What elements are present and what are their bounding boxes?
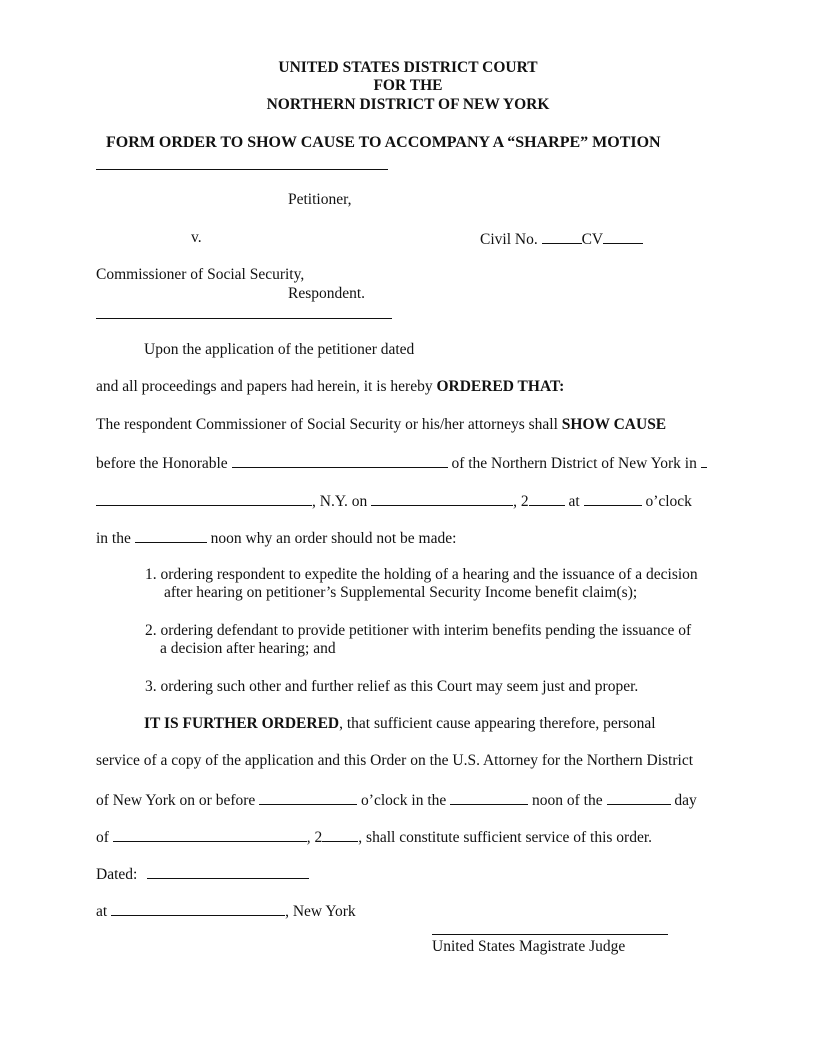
oclock-in-the-label: o’clock in the: [361, 792, 447, 809]
list-item-2-line1: 2. ordering defendant to provide petitioner with interim benefits pending the issuance of: [145, 622, 692, 639]
service-time-blank[interactable]: [259, 790, 357, 805]
sufficient-service-text: , shall constitute sufficient service of this order.: [358, 829, 653, 846]
respondent-label: Respondent.: [288, 285, 366, 302]
respondent-name: Commissioner of Social Security,: [96, 266, 305, 283]
location-start-blank[interactable]: [701, 453, 707, 468]
noon-text: noon why an order should not be made:: [210, 530, 457, 547]
dated-blank[interactable]: [147, 864, 309, 879]
service-year-prefix: , 2: [306, 829, 323, 846]
further-ordered-text: , that sufficient cause appearing therefore, personal: [339, 715, 656, 732]
versus-label: v.: [191, 229, 202, 246]
ordered-that-heading: ORDERED THAT:: [436, 378, 565, 395]
of-label: of: [96, 829, 109, 846]
court-name-line1: UNITED STATES DISTRICT COURT: [278, 59, 538, 76]
service-year-blank[interactable]: [322, 827, 358, 842]
signature-line[interactable]: [432, 934, 668, 935]
list-item-2-line2: a decision after hearing; and: [160, 640, 336, 657]
court-name-line2: FOR THE: [373, 77, 443, 94]
civil-number-field[interactable]: [480, 229, 643, 249]
list-item-1-line2: after hearing on petitioner’s Supplemental Security Income benefit claim(s);: [164, 584, 638, 601]
judge-name-blank[interactable]: [232, 453, 448, 468]
paragraph-noon: [96, 528, 456, 548]
show-cause-heading: SHOW CAUSE: [561, 416, 667, 433]
ny-on-label: , N.Y. on: [312, 493, 368, 510]
at-city-label: at: [96, 903, 108, 920]
on-or-before-label: of New York on or before: [96, 792, 256, 809]
district-text: of the Northern District of New York in: [451, 455, 697, 472]
city-blank[interactable]: [96, 491, 312, 506]
at-city-line: [96, 901, 356, 921]
at-label: at: [568, 493, 580, 510]
hearing-year-blank[interactable]: [529, 491, 565, 506]
year-prefix: , 2: [513, 493, 529, 510]
civil-no-number-blank[interactable]: [603, 229, 643, 244]
oclock-label: o’clock: [645, 493, 692, 510]
paragraph-location-date: [96, 491, 692, 511]
fore-after-noon-blank[interactable]: [135, 528, 207, 543]
civil-no-year-blank[interactable]: [542, 229, 582, 244]
court-name-line3: NORTHERN DISTRICT OF NEW YORK: [266, 96, 550, 113]
dated-line: [96, 864, 309, 884]
hearing-date-blank[interactable]: [371, 491, 513, 506]
dated-label: Dated:: [96, 866, 138, 883]
civil-no-label: Civil No.: [480, 231, 538, 248]
signature-title: United States Magistrate Judge: [432, 938, 626, 955]
civil-no-cv-label: CV: [581, 231, 604, 248]
list-item-1-line1: 1. ordering respondent to expedite the holding of a hearing and the issuance of a decision: [145, 566, 698, 583]
paragraph-service: service of a copy of the application and this Order on the U.S. Attorney for the Northern District: [96, 752, 694, 769]
paragraph-honorable: [96, 453, 707, 473]
signing-city-blank[interactable]: [111, 901, 285, 916]
paragraph-application: Upon the application of the petitioner dated: [144, 341, 415, 358]
service-day-blank[interactable]: [607, 790, 671, 805]
paragraph-further-ordered: [144, 715, 656, 733]
proceedings-text: and all proceedings and papers had herein, it is hereby: [96, 378, 433, 395]
further-ordered-heading: IT IS FURTHER ORDERED: [144, 715, 340, 732]
paragraph-show-cause: [96, 416, 666, 434]
paragraph-service-month: [96, 827, 652, 847]
new-york-label: , New York: [285, 903, 356, 920]
petitioner-label: Petitioner,: [288, 191, 352, 208]
hearing-time-blank[interactable]: [584, 491, 642, 506]
caption-top-rule: [96, 169, 388, 170]
honorable-label: before the Honorable: [96, 455, 228, 472]
form-title: FORM ORDER TO SHOW CAUSE TO ACCOMPANY A “SHARPE” MOTION: [106, 134, 661, 151]
list-item-3: 3. ordering such other and further relief as this Court may seem just and proper.: [145, 678, 639, 695]
service-noon-blank[interactable]: [450, 790, 528, 805]
noon-of-the-label: noon of the: [532, 792, 603, 809]
in-the-label: in the: [96, 530, 131, 547]
show-cause-text: The respondent Commissioner of Social Security or his/her attorneys shall: [96, 416, 558, 433]
paragraph-proceedings: [96, 378, 564, 396]
paragraph-service-date: [96, 790, 697, 810]
service-month-blank[interactable]: [113, 827, 307, 842]
day-label: day: [674, 792, 697, 809]
caption-bottom-rule: [96, 318, 392, 319]
